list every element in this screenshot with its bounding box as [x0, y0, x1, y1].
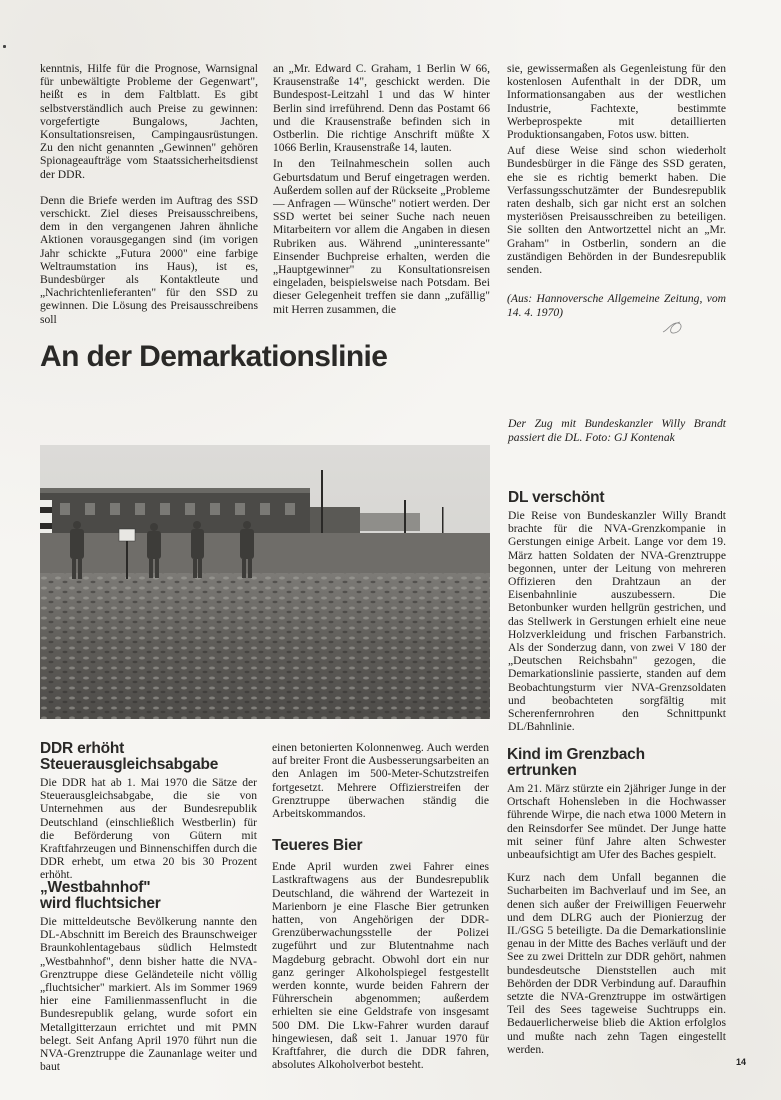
paragraph: kenntnis, Hilfe für die Prognose, Warnsignal für unbewältigte Probleme der Gegenwart", heißt es in dem Faltblatt. Es gibt selbstverständlich auch Preise zu gewinnen: vorgefertigte Bungalows, Jachten, Konsultationsreisen, Campingausrüstungen. Zu den nicht genannten „Gewinnen" gehören Spionageaufträge vom Staatssicherheitsdienst der DDR.: [40, 62, 258, 181]
article-ddr-steuer: [40, 741, 257, 882]
paragraph: Die Reise von Bundeskanzler Willy Brandt brachte für die NVA-Grenzkompanie in Gerstungen einige Arbeit. Lange vor dem 19. März hatten Soldaten der NVA-Grenztruppe begonnen, unter der Leitung von mehreren Offizieren den Drahtzaun an der Eisenbahnlinie auszubessern. Die Betonbunker wurden hellgrün gestrichen, und das Stellwerk in Gerstungen erhielt eine neue Holzverkleidung und frischen Farbanstrich. Als der Sonderzug dann, von zwei V 180 der „Deutschen Reichsbahn" gezogen, die Demarkationslinie passierte, standen auf dem Beobachtungsturm vier NVA-Grenzsoldaten und beobachteten sorgfältig mit Scherenfernrohren den Schnittpunkt DL/Bahnlinie.: [508, 509, 726, 734]
photo-caption: Der Zug mit Bundeskanzler Willy Brandt passiert die DL. Foto: GJ Kontenak: [508, 417, 726, 444]
paragraph: Die DDR hat ab 1. Mai 1970 die Sätze der Steuerausgleichsabgabe, die sie von Unternehmen aus der Bundesrepublik Deutschland (einschließlich Westberlin) für die Beförderung von Gütern mit Kraftfahrzeugen und Binnenschiffen durch die DDR erhebt, um etwa 20 bis 30 Prozent erhöht.: [40, 776, 257, 882]
paragraph: Denn die Briefe werden im Auftrag des SSD verschickt. Ziel dieses Preisausschreibens, dem in den vergangenen Jahren ähnliche Aktionen vorausgegangen sind (im vorigen Jahr schickte „Futura 2000" eine farbige Weltraumstation ins Haus), ist es, Bundesbürger als Kontaktleute und „Nachrichtenlieferanten" für den SSD zu gewinnen. Die Lösung des Preisausschreibens soll: [40, 193, 258, 326]
paragraph: Auf diese Weise sind schon wiederholt Bundesbürger in die Fänge des SSD geraten, ehe sie es richtig bemerkt haben. Die Verfassungsschutzämter der Bundesrepublik raten deshalb, sich gar nicht erst an solchen mysteriösen Preisausschreiben zu beteiligen. Sie sollten den Antwortzettel nicht an „Mr. Graham" in Ostberlin, sondern an die zuständigen Behörden in der Bundesrepublik senden.: [507, 144, 726, 277]
article-westbahnhof: [40, 880, 257, 1073]
heading-line: Kind im Grenzbach: [507, 746, 645, 763]
heading-line: DDR erhöht: [40, 740, 125, 757]
top-article-column-1: [40, 62, 258, 326]
page-number: 14: [736, 1057, 747, 1067]
paragraph: In den Teilnahmeschein sollen auch Geburtsdatum und Beruf eingetragen werden. Außerdem sollen auf der Rückseite „Probleme — Anfragen — Wünsche" notiert werden. Der SSD wertet bei seiner Suche nach neuen Mitarbeitern vor allem die Angaben in diesen Rubriken aus. Während „uninteressante" Einsender Buchpreise erhalten, werden die „Hauptgewinner" zu Konsultationsreisen eingeladen, beispielsweise nach Potsdam. Bei dieser Gelegenheit treffen sie dann „zufällig" mit Herren zusammen, die: [273, 157, 490, 316]
top-article-column-3: [507, 62, 726, 319]
article-kind-grenzbach: [507, 747, 726, 1056]
article-heading: Teueres Bier: [272, 837, 363, 855]
border-sign: [119, 529, 135, 541]
middle-bottom-column: [272, 741, 489, 1071]
heading-line: wird fluchtsicher: [40, 895, 161, 912]
article-heading: DL verschönt: [508, 489, 605, 506]
heading-line: Steuerausgleichsabgabe: [40, 756, 219, 773]
article-dl-verschoent: [508, 490, 726, 733]
telegraph-pole: [321, 470, 323, 535]
paragraph: an „Mr. Edward C. Graham, 1 Berlin W 66, Krausenstraße 14", geschickt werden. Die Bundespost-Leitzahl 1 und das W hinter Berlin sind irreführend. Denn das Postamt 66 und die Krausenstraße befinden sich in Ostberlin. Die richtige Anschrift müßte X 1066 Berlin, Krausenstraße 14, lauten.: [273, 62, 490, 155]
border-photo: [40, 445, 490, 719]
article-heading: [40, 741, 257, 773]
source-citation: (Aus: Hannoversche Allgemeine Zeitung, vom 14. 4. 1970): [507, 292, 726, 319]
photo-image: [40, 445, 490, 719]
paragraph: Am 21. März stürzte ein 2jähriger Junge in der Ortschaft Hohensleben in die Hochwasser führende Wirpe, die nach etwa 1000 Metern in den Reinsdorfer See mündet. Der Junge hatte mit seiner fünf Jahre alten Schwester unbeaufsichtigt am Ufer des Baches gespielt.: [507, 782, 726, 862]
paragraph: Die mitteldeutsche Bevölkerung nannte den DL-Abschnitt im Bereich des Braunschweiger Braunkohlentagebaus südlich Helmstedt „Westbahnhof", denn bisher hatte die NVA-Grenztruppe diese Geländeteile nicht völlig „fluchtsicher" markiert. Als im Sommer 1969 hier eine Familienmassenflucht in die Bundesrepublik gelang, wurde sofort ein Metallgitterzaun errichtet und mit PMN belegt. Seit Anfang April 1970 führt nun die NVA-Grenztruppe die Zaunanlage weiter und baut: [40, 915, 257, 1074]
article-heading: [507, 747, 726, 779]
paragraph: Ende April wurden zwei Fahrer eines Lastkraftwagens aus der Bundesrepublik Deutschland, die während der Wartezeit in Marienborn je eine Flasche Bier getrunken hatten, von Angehörigen der DDR-Grenzüberwachungsstelle der Polizei zugeführt und zur Blutentnahme nach Magdeburg gebracht. Obwohl dort ein nur ganz geringer Alkoholspiegel festgestellt werden konnte, wurde beiden Fahrern der Führerschein abgenommen; außerdem erhielten sie eine Geldstrafe von insgesamt 500 DM. Die Lkw-Fahrer wurden darauf hingewiesen, daß seit 1. Januar 1970 für Kraftfahrer, die durch die DDR fahren, absolutes Alkoholverbot besteht.: [272, 860, 489, 1072]
margin-mark: [3, 45, 6, 48]
paragraph: sie, gewissermaßen als Gegenleistung für den kostenlosen Aufenthalt in der DDR, um Informationsangaben aus der westlichen Industrie, Fachtexte, bestimmte Werbeprospekte mit detaillierten Produktionsangaben, Fotos usw. bitten.: [507, 62, 726, 142]
photo-caption-block: [508, 417, 726, 444]
heading-line: „Westbahnhof": [40, 879, 151, 896]
handwritten-mark-icon: [660, 318, 690, 338]
top-article-column-2: [273, 62, 490, 316]
article-heading: [40, 880, 257, 912]
heading-line: ertrunken: [507, 762, 577, 779]
paragraph: einen betonierten Kolonnenweg. Auch werden auf breiter Front die Ausbesserungsarbeiten an den Anlagen im 500-Meter-Schutzstreifen fortgesetzt. Mehrere Offizierstreifen der Grenztruppe überwachen ständig die Arbeitskommandos.: [272, 741, 489, 821]
paragraph: Kurz nach dem Unfall begannen die Sucharbeiten im Bachverlauf und im See, an denen sich außer der Freiwilligen Feuerwehr und dem DLRG auch der Pionierzug der II./GSG 5 beteiligte. Da die Demarkationslinie genau in der Mitte des Baches verläuft und der See zu zwei Dritteln zur DDR gehört, nahmen bundesdeutsche Dienststellen auch mit Behörden der DDR Verbindung auf. Daraufhin setzte die NVA-Grenztruppe im ostwärtigen Teil des Sees tageweise Suchtrupps ein. Bedauerlicherweise blieb die Aktion erfolglos und mußte nach zehn Tagen eingestellt werden.: [507, 871, 726, 1056]
section-title: An der Demarkationslinie: [40, 340, 388, 373]
